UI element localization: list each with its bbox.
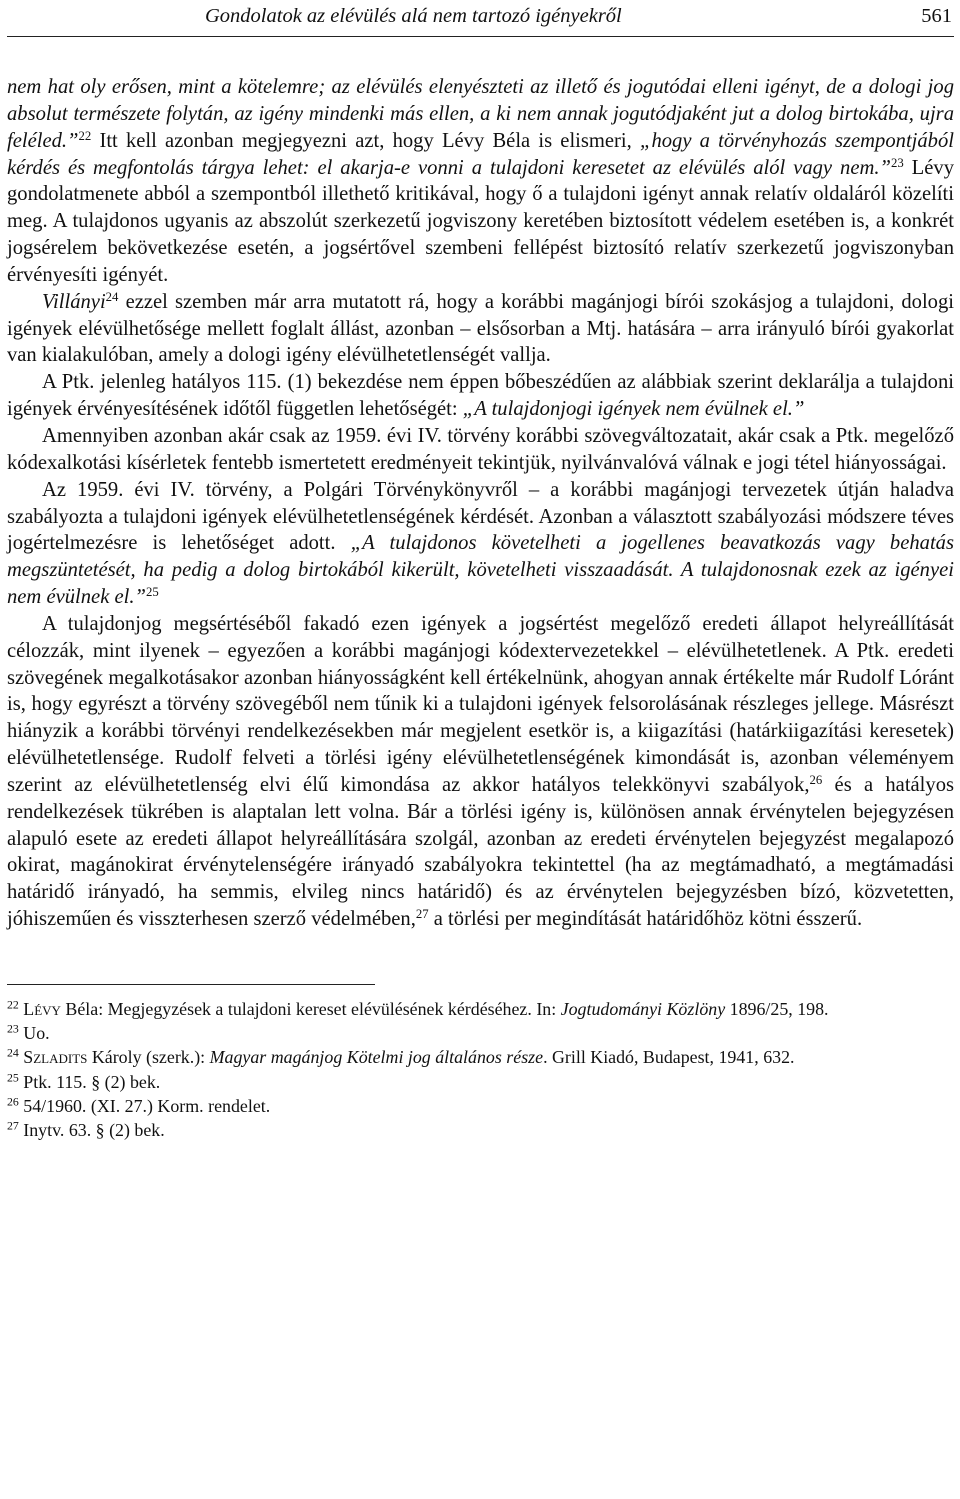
footnote-marker: 22 — [7, 997, 19, 1012]
footnote-marker: 23 — [890, 155, 904, 170]
text-run: ezzel szemben már arra mutatott rá, hogy a korábbi magánjogi bírói szokásjog a tulajdoni, dologi igények elévülhetősége mellett foglalt állást, azonban – elsősorban a Mtj. hatására – arra irányuló bírói gyakorlat van kialakulóban, amely a dologi igény elévülhetetlenségét vallja. — [7, 290, 954, 367]
italic-text: „A tulajdonos követelheti a jogellenes beavatkozás vagy behatás megszüntetését, ha pedig a dolog birtokából kikerült, követelheti visszaadását. A tulajdonosnak ezek az igényei nem évülnek el.” — [7, 532, 954, 609]
running-head — [7, 0, 954, 37]
text-run: Lévy gondolatmenete abból a szempontból illethető kritikával, hogy ő a tulajdoni igényt annak relatív oldaláról közelíti meg. A tulajdonos ugyanis az abszolút szerkezetű jogviszony keretében biztosított védelem esetében is, a konkrét jogsérelem bekövetkezése esetén, a jogsértővel szembeni fellépést biztosító relatív szerkezetű jogviszonyban érvényesíti igényét. — [7, 156, 954, 286]
author-name: Lévy — [23, 999, 61, 1019]
footnote-27 — [7, 1118, 954, 1142]
footnote-marker: 25 — [145, 585, 159, 600]
text-run: Károly (szerk.): — [87, 1047, 210, 1068]
text-run: 1896/25, 198. — [725, 999, 829, 1019]
text-run: a törlési per megindítását határidőhöz kötni ésszerű. — [428, 908, 863, 931]
italic-text: Magyar magánjog Kötelmi jog általános része — [209, 1047, 544, 1068]
italic-text: Jogtudományi Közlöny — [560, 999, 726, 1019]
text-run: és a hatályos rendelkezések tükrében is alaptalan lett volna. Bár a törlési igény is, különösen annak érvénytelen bejegyzésen alapuló esete az eredeti állapot helyreállítására szolgál, azonban az eredeti érvénytelen bejegyzést megalapozó okirat, magánokirat érvénytelenségére irányadó szabályokra tekintettel (ha az megtámadható, a megtámadási határidő irányadó, ha semmis, elvileg nincs határidő) és az érvénytelen bejegyzésben bízó, közvetetten, jóhiszeműen és visszterhesen szerző védelmében, — [7, 773, 955, 931]
text-run: Az 1959. évi IV. törvény, a Polgári Törvénykönyvről – a korábbi magánjogi tervezetek útján haladva szabályozta a tulajdoni igények elévülhetetlenségének kérdését. Azonban a választott szabályozási módszere téves jogértelmezésre is lehetőséget adott. — [7, 478, 954, 555]
italic-text: „hogy a törvényhozás szempontjából kérdés és megfontolás tárgya lehet: el akarja-e vonni a tulajdoni keresetet az elévülés alól vagy nem.” — [7, 129, 954, 179]
footnotes — [7, 997, 954, 1142]
page-number: 561 — [921, 5, 952, 27]
body-text — [7, 74, 954, 933]
italic-text: „A tulajdonjogi igények nem évülnek el.” — [462, 398, 805, 421]
footnote-separator — [7, 984, 375, 985]
footnote-marker: 22 — [78, 128, 92, 143]
footnote-marker: 26 — [809, 772, 823, 787]
author-name: Szladits — [23, 1047, 88, 1068]
text-run: Amennyiben azonban akár csak az 1959. évi IV. törvény korábbi szövegváltozatait, akár csak a Ptk. megelőző kódexalkotási kísérletek fentebb ismertetett eredményeit tekintjük, nyilvánvalóvá válnak e jogi tétel hiányosságai. — [7, 424, 954, 474]
footnote-marker: 25 — [7, 1070, 19, 1085]
text-run: Béla: Megjegyzések a tulajdoni kereset elévülésének kérdéséhez. In: — [60, 999, 561, 1019]
text-run: A tulajdonjog megsértéséből fakadó ezen igények a jogsértést megelőző eredeti állapot helyreállítását célozzák, mint ilyenek – egyezően a korábbi magánjogi kódextervezetekkel – elévülhetetlenek. A Ptk. eredeti szövegének megalkotásakor azonban hiányosságként kell értékelnünk, ahogyan annak értékelte már Rudolf Lóránt is, hogy egyrészt a törvény szövegéből nem tűnik ki a tulajdoni igények felsorolásának részleges jellege. Másrészt hiányzik a korábbi törvényi rendelkezésekben már megjelent esetkör is, a kiigazítási (határkiigazítási keresetek) elévülhetetlensége. Rudolf felveti a törlési igény elévülhetetlenségének kimondását is, azonban véleményem szerint az elévülhetetlenség elvi élű kimondása az akkor hatályos telekkönyvi szabályok, — [7, 612, 954, 796]
text-run: A Ptk. jelenleg hatályos 115. (1) bekezdése nem éppen bőbeszédűen az alábbiak szerint deklarálja a tulajdoni igények érvényesítésének időtől független lehetőségét: — [7, 371, 954, 421]
footnote-26 — [7, 1094, 954, 1118]
paragraph-2 — [7, 289, 954, 370]
footnote-23 — [7, 1021, 954, 1045]
footnote-marker: 24 — [105, 289, 119, 304]
footnote-marker: 27 — [7, 1118, 19, 1133]
text-run: 54/1960. (XI. 27.) Korm. rendelet. — [18, 1095, 271, 1116]
italic-text: nem hat oly erősen, mint a kötelemre; az elévülés elenyészteti az illető és jogutódai elleni igényt, de a dologi jog absolut természete folytán, az igény mindenki más ellen, a ki nem annak jogutódjaként jut a dolog birtokába, ujra feléled.” — [7, 76, 954, 152]
text-run: Inytv. 63. § (2) bek. — [18, 1120, 165, 1141]
paragraph-3 — [7, 369, 954, 423]
text-run: . Grill Kiadó, Budapest, 1941, 632. — [543, 1047, 795, 1068]
footnote-24 — [7, 1045, 954, 1069]
footnote-marker: 24 — [7, 1045, 19, 1060]
running-title: Gondolatok az elévülés alá nem tartozó igényekről — [205, 5, 622, 27]
paragraph-1 — [7, 74, 954, 289]
footnote-marker: 27 — [415, 907, 429, 922]
text-run: Ptk. 115. § (2) bek. — [18, 1071, 161, 1092]
footnote-22 — [7, 997, 954, 1021]
footnote-25 — [7, 1070, 954, 1094]
italic-text: Villányi — [42, 290, 106, 313]
journal-page — [7, 0, 954, 1499]
footnote-marker: 26 — [7, 1094, 19, 1109]
text-run: Itt kell azonban megjegyezni azt, hogy Lévy Béla is elismeri, — [91, 129, 640, 152]
paragraph-6 — [7, 611, 954, 933]
text-run: Uo. — [18, 1023, 50, 1044]
paragraph-5 — [7, 477, 954, 611]
paragraph-4 — [7, 423, 954, 477]
footnote-marker: 23 — [7, 1021, 19, 1036]
